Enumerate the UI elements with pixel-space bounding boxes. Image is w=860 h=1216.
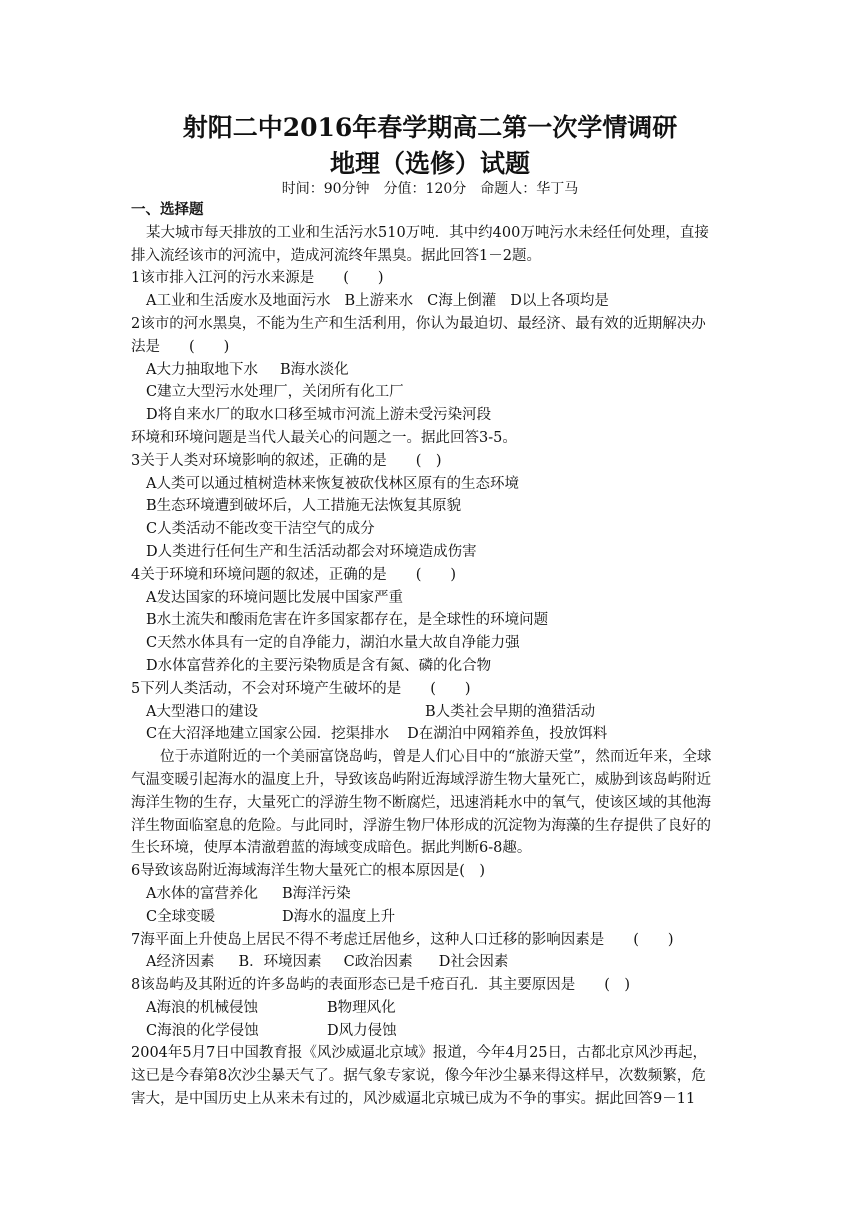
option-8b: B物理风化 (327, 999, 396, 1016)
question-2-stem: 法是 ( ) (131, 338, 230, 355)
option-5b: B人类社会早期的渔猎活动 (425, 703, 596, 720)
option-4a: A发达国家的环境问题比发展中国家严重 (146, 589, 403, 606)
option-6d: D海水的温度上升 (282, 908, 396, 925)
question-6-options-ab (131, 883, 743, 906)
passage-3-line: 洋生物面临窒息的危险。与此同时，浮游生物尸体形成的沉淀物为海藻的生存提供了良好的 (131, 817, 711, 834)
option-2b: B海水淡化 (279, 361, 349, 378)
question-6-options-cd (131, 906, 743, 929)
question-5-options-cd (131, 723, 743, 746)
option-1a: A工业和生活废水及地面污水 (146, 293, 331, 310)
question-8-stem: 8该岛屿及其附近的许多岛屿的表面形态已是千疮百孔．其主要原因是 ( ) (131, 977, 631, 994)
question-4-stem: 4关于环境和环境问题的叙述，正确的是 ( ) (131, 566, 457, 583)
passage-4-line: 这已是今春第8次沙尘暴天气了。据气象专家说，像今年沙尘暴来得这样早，次数频繁，危 (131, 1068, 706, 1085)
question-2-stem: 2该市的河水黑臭，不能为生产和生活利用，你认为最迫切、最经济、最有效的近期解决办 (131, 315, 706, 332)
question-7-options (131, 951, 743, 974)
option-1b: B上游来水 (344, 293, 414, 310)
question-5-stem: 5下列人类活动，不会对环境产生破坏的是 ( ) (131, 680, 471, 697)
passage-3-line: 海洋生物的生存，大量死亡的浮游生物不断腐烂，迅速消耗水中的氧气，使该区域的其他海 (131, 794, 711, 811)
exam-subtitle: 地理（选修）试题 (329, 149, 530, 178)
passage-3-line: 气温变暖引起海水的温度上升，导致该岛屿附近海域浮游生物大量死亡，威胁到该岛屿附近 (131, 771, 711, 788)
option-1c: C海上倒灌 (427, 293, 497, 310)
question-7-stem: 7海平面上升使岛上居民不得不考虑迁居他乡，这种人口迁移的影响因素是 ( ) (131, 931, 674, 948)
option-2a: A大力抽取地下水 (146, 361, 258, 378)
option-3c: C人类活动不能改变干洁空气的成分 (146, 521, 375, 538)
question-1-stem: 1该市排入江河的污水来源是 ( ) (131, 270, 384, 287)
question-5-options-ab (131, 701, 743, 724)
question-3-stem: 3关于人类对环境影响的叙述，正确的是 ( ) (131, 452, 442, 469)
option-7b: B．环境因素 (238, 954, 322, 971)
option-3d: D人类进行任何生产和生活活动都会对环境造成伤害 (146, 543, 477, 560)
option-7d: D社会因素 (438, 954, 509, 971)
option-8d: D风力侵蚀 (327, 1022, 397, 1039)
option-5d: D在湖泊中网箱养鱼，投放饵料 (407, 726, 608, 743)
passage-1-line: 某大城市每天排放的工业和生活污水510万吨．其中约400万吨污水未经任何处理，直接 (146, 224, 709, 241)
option-4d: D水体富营养化的主要污染物质是含有氮、磷的化合物 (146, 657, 492, 674)
option-8c: C海浪的化学侵蚀 (146, 1022, 259, 1039)
question-6-stem: 6导致该岛附近海域海洋生物大量死亡的根本原因是( ) (131, 863, 486, 880)
exam-meta: 时间：90分钟 分值：120分 命题人：华丁马 (281, 181, 579, 197)
option-3a: A人类可以通过植树造林来恢复被砍伐林区原有的生态环境 (146, 475, 519, 492)
question-1-options (131, 290, 743, 313)
section-heading: 一、选择题 (131, 201, 204, 218)
option-4b: B水土流失和酸雨危害在许多国家都存在，是全球性的环境问题 (146, 612, 549, 629)
option-8a: A海浪的机械侵蚀 (146, 999, 258, 1016)
option-5a: A大型港口的建设 (146, 703, 258, 720)
question-8-options-ab (131, 997, 743, 1020)
exam-body (131, 199, 743, 1111)
option-4c: C天然水体具有一定的自净能力，湖泊水量大故自净能力强 (146, 635, 520, 652)
option-7a: A经济因素 (146, 954, 215, 971)
option-2d: D将自来水厂的取水口移至城市河流上游未受污染河段 (146, 407, 492, 424)
option-6b: B海洋污染 (282, 885, 351, 902)
option-5c: C在大沼泽地建立国家公园．挖渠排水 (146, 726, 390, 743)
option-6a: A水体的富营养化 (146, 885, 258, 902)
question-8-options-cd (131, 1020, 743, 1043)
passage-2: 环境和环境问题是当代人最关心的问题之一。据此回答3-5。 (131, 429, 517, 446)
option-6c: C全球变暖 (146, 908, 216, 925)
option-3b: B生态环境遭到破坏后，人工措施无法恢复其原貌 (146, 498, 462, 515)
passage-4-line: 2004年5月7日中国教育报《风沙威逼北京域》报道，今年4月25日，古都北京风沙再起， (131, 1045, 708, 1062)
question-2-options-ab (131, 359, 743, 382)
option-7c: C政治因素 (343, 954, 413, 971)
passage-3-line: 位于赤道附近的一个美丽富饶岛屿，曾是人们心目中的“旅游天堂”，然而近年来，全球 (160, 749, 712, 766)
passage-4-line: 害大，是中国历史上从来未有过的，风沙威逼北京城已成为不争的事实。据此回答9－11 (131, 1091, 696, 1108)
exam-title: 射阳二中2016年春学期高二第一次学情调研 (182, 113, 678, 142)
passage-1-line: 排入流经该市的河流中，造成河流终年黑臭。据此回答1－2题。 (131, 247, 541, 264)
passage-3-line: 生长环境，使厚本清澈碧蓝的海域变成暗色。据此判断6-8趣。 (131, 840, 532, 857)
option-2c: C建立大型污水处理厂，关闭所有化工厂 (146, 384, 404, 401)
option-1d: D以上各项均是 (510, 293, 609, 310)
